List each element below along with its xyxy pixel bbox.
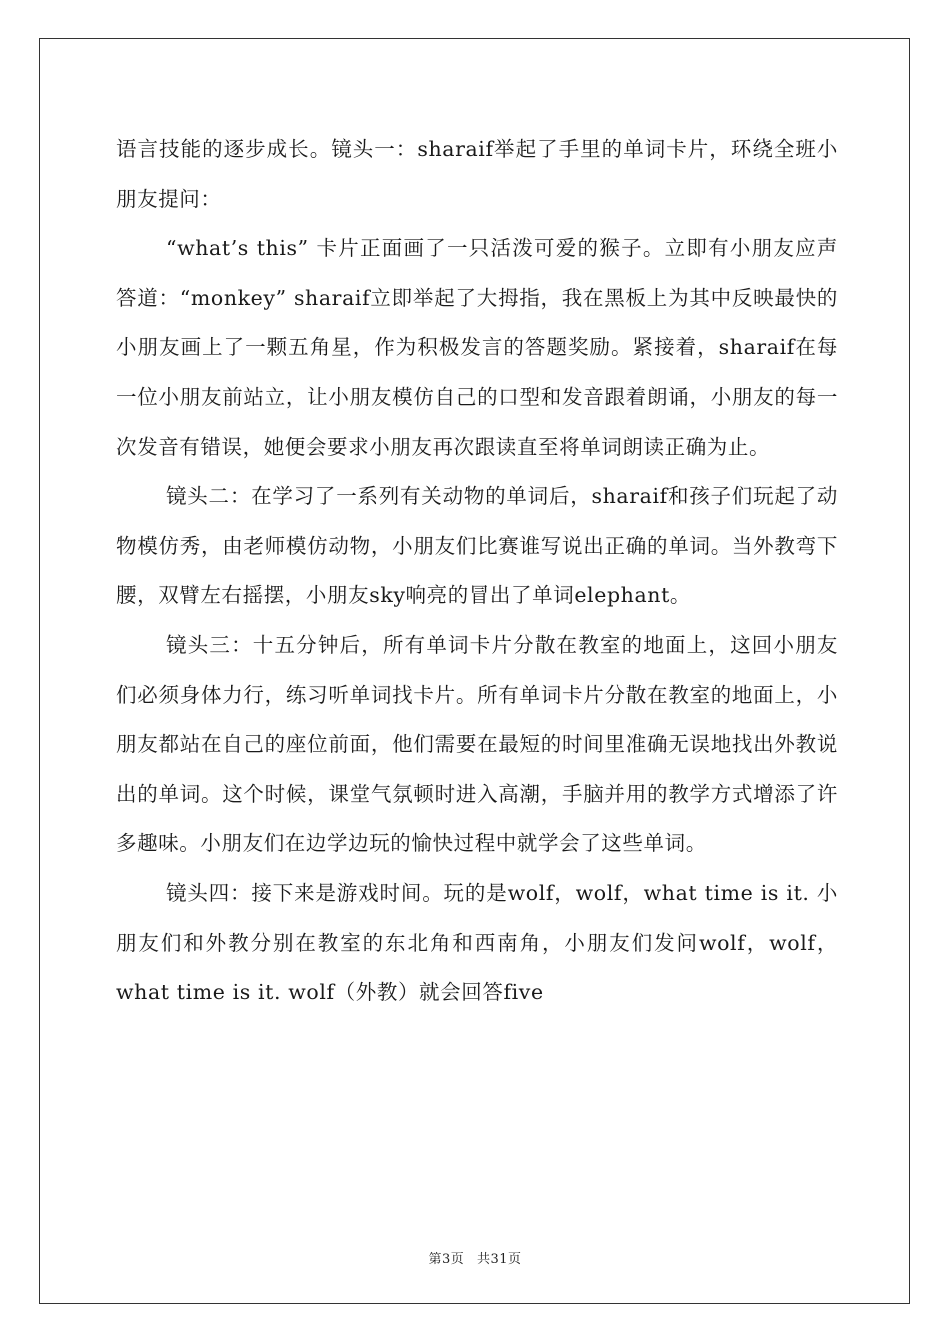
- paragraph-2: “what’s this” 卡片正面画了一只活泼可爱的猴子。立即有小朋友应声答道：“monkey” sharaif立即举起了大拇指，我在黑板上为其中反映最快的小朋友画上了一颗五角星，作为积极发言的答题奖励。紧接着，sharaif在每一位小朋友前站立，让小朋友模仿自己的口型和发音跟着朗诵，小朋友的每一次发音有错误，她便会要求小朋友再次跟读直至将单词朗读正确为止。: [116, 236, 838, 459]
- document-body: [116, 125, 838, 1018]
- page-number: 第3页: [428, 1252, 465, 1267]
- paragraph-5: 镜头四：接下来是游戏时间。玩的是wolf，wolf，what time is it. 小朋友们和外教分别在教室的东北角和西南角，小朋友们发问wolf，wolf，what time is it. wolf（外教）就会回答five: [116, 880, 838, 1005]
- page-total: 共31页: [476, 1252, 522, 1267]
- paragraph-3: 镜头二：在学习了一系列有关动物的单词后，sharaif和孩子们玩起了动物模仿秀，由老师模仿动物，小朋友们比赛谁写说出正确的单词。当外教弯下腰，双臂左右摇摆，小朋友sky响亮的冒出了单词elephant。: [116, 484, 838, 608]
- paragraph-1: 语言技能的逐步成长。镜头一：sharaif举起了手里的单词卡片，环绕全班小朋友提问：: [116, 137, 838, 211]
- page-footer: [0, 1248, 950, 1267]
- paragraph-4: 镜头三：十五分钟后，所有单词卡片分散在教室的地面上，这回小朋友们必须身体力行，练习听单词找卡片。所有单词卡片分散在教室的地面上，小朋友都站在自己的座位前面，他们需要在最短的时间里准确无误地找出外教说出的单词。这个时候，课堂气氛顿时进入高潮，手脑并用的教学方式增添了许多趣味。小朋友们在边学边玩的愉快过程中就学会了这些单词。: [116, 632, 838, 856]
